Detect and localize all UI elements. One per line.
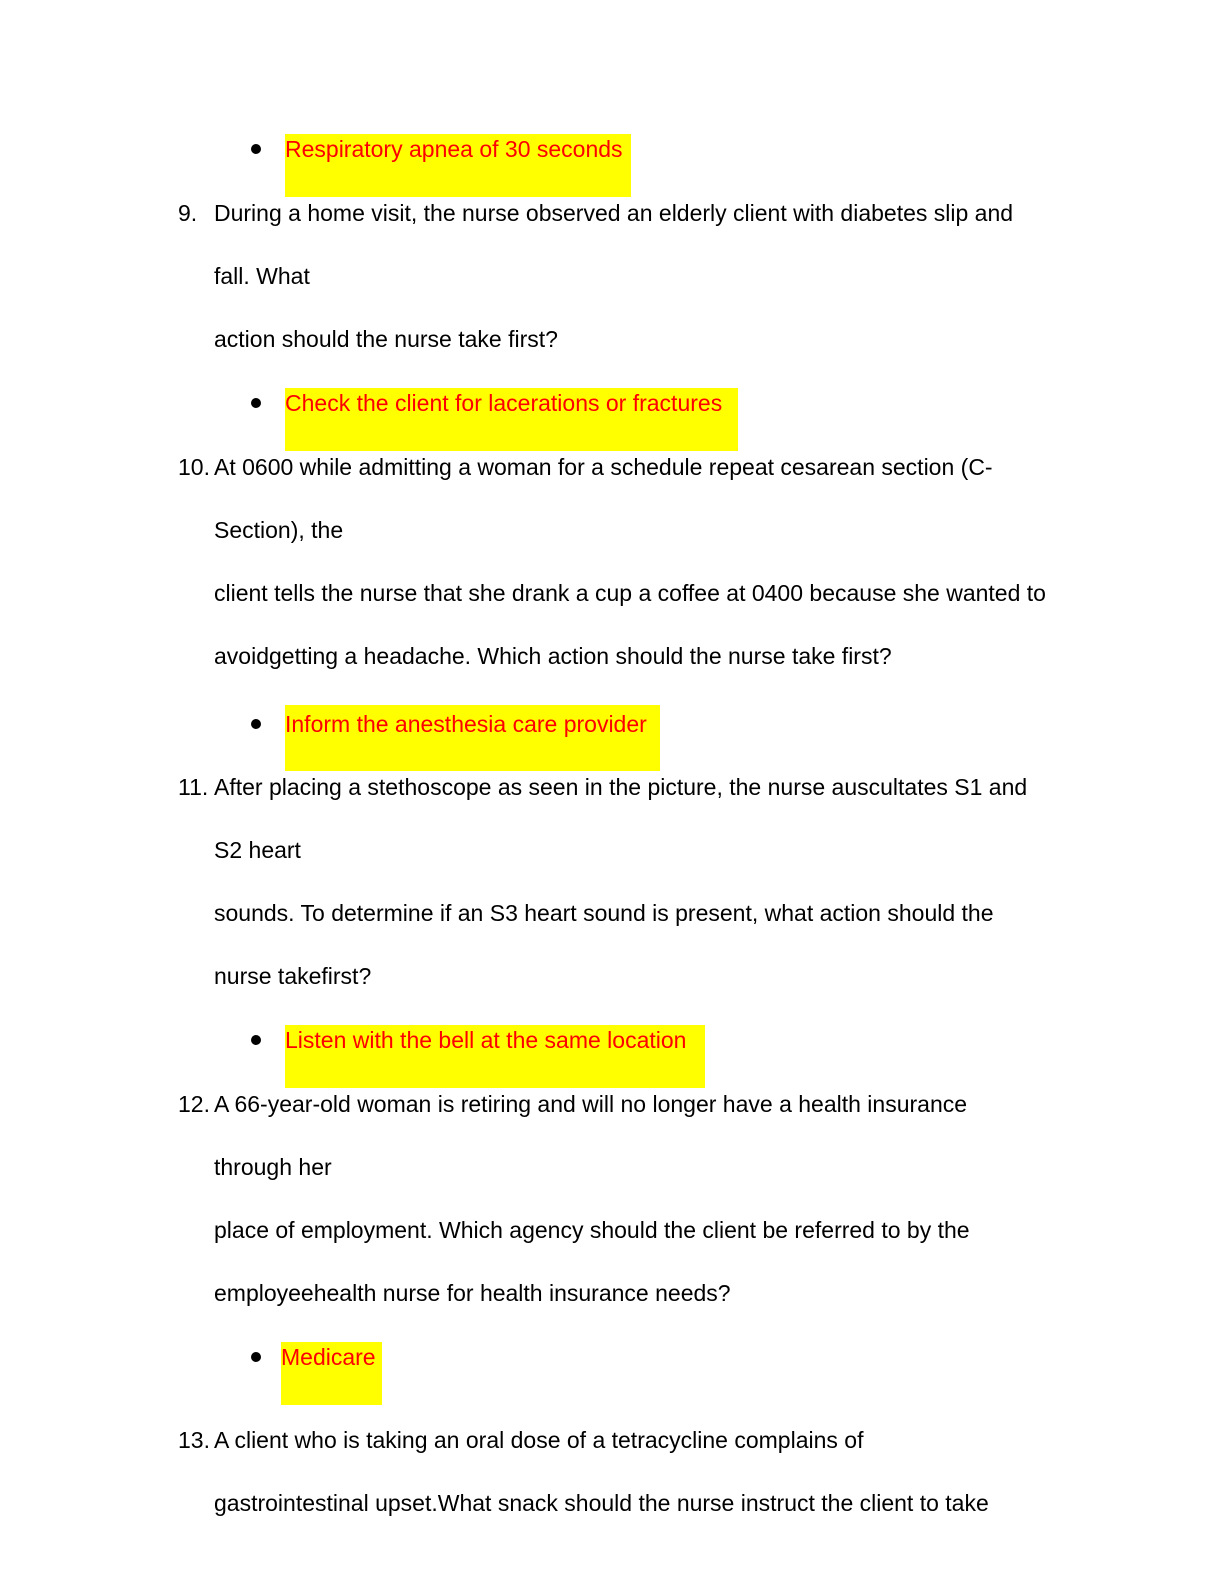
question-line: avoidgetting a headache. Which action should the nurse take first? bbox=[214, 643, 892, 669]
answer-highlight: Listen with the bell at the same location bbox=[285, 1025, 705, 1088]
question-line: employeehealth nurse for health insurance needs? bbox=[214, 1280, 731, 1306]
question-number: 13. bbox=[178, 1427, 210, 1453]
question-line: During a home visit, the nurse observed an elderly client with diabetes slip and bbox=[214, 200, 1014, 226]
question-line: A 66-year-old woman is retiring and will no longer have a health insurance bbox=[214, 1091, 968, 1117]
question-line: A client who is taking an oral dose of a tetracycline complains of bbox=[214, 1427, 864, 1453]
question-line: client tells the nurse that she drank a cup a coffee at 0400 because she wanted to bbox=[214, 580, 1046, 606]
question-line: place of employment. Which agency should the client be referred to by the bbox=[214, 1217, 970, 1243]
question-line: fall. What bbox=[214, 263, 310, 289]
question-line: After placing a stethoscope as seen in the picture, the nurse auscultates S1 and bbox=[214, 774, 1028, 800]
question-line: S2 heart bbox=[214, 837, 301, 863]
question-number: 12. bbox=[178, 1091, 210, 1117]
bullet-icon bbox=[251, 1035, 261, 1045]
answer-highlight: Inform the anesthesia care provider bbox=[285, 705, 660, 771]
question-line: sounds. To determine if an S3 heart sound is present, what action should the bbox=[214, 900, 994, 926]
question-number: 10. bbox=[178, 454, 210, 480]
answer-highlight: Respiratory apnea of 30 seconds bbox=[285, 134, 631, 197]
question-line: gastrointestinal upset.What snack should the nurse instruct the client to take bbox=[214, 1490, 989, 1516]
bullet-icon bbox=[251, 144, 261, 154]
question-number: 9. bbox=[178, 200, 198, 226]
answer-highlight: Check the client for lacerations or fractures bbox=[285, 388, 738, 451]
bullet-icon bbox=[251, 719, 261, 729]
bullet-icon bbox=[251, 1352, 261, 1362]
question-line: Section), the bbox=[214, 517, 344, 543]
question-line: At 0600 while admitting a woman for a schedule repeat cesarean section (C- bbox=[214, 454, 993, 480]
question-line: action should the nurse take first? bbox=[214, 326, 558, 352]
question-number: 11. bbox=[178, 774, 209, 800]
answer-highlight: Medicare bbox=[281, 1342, 382, 1405]
question-line: through her bbox=[214, 1154, 332, 1180]
question-line: nurse takefirst? bbox=[214, 963, 372, 989]
bullet-icon bbox=[251, 398, 261, 408]
